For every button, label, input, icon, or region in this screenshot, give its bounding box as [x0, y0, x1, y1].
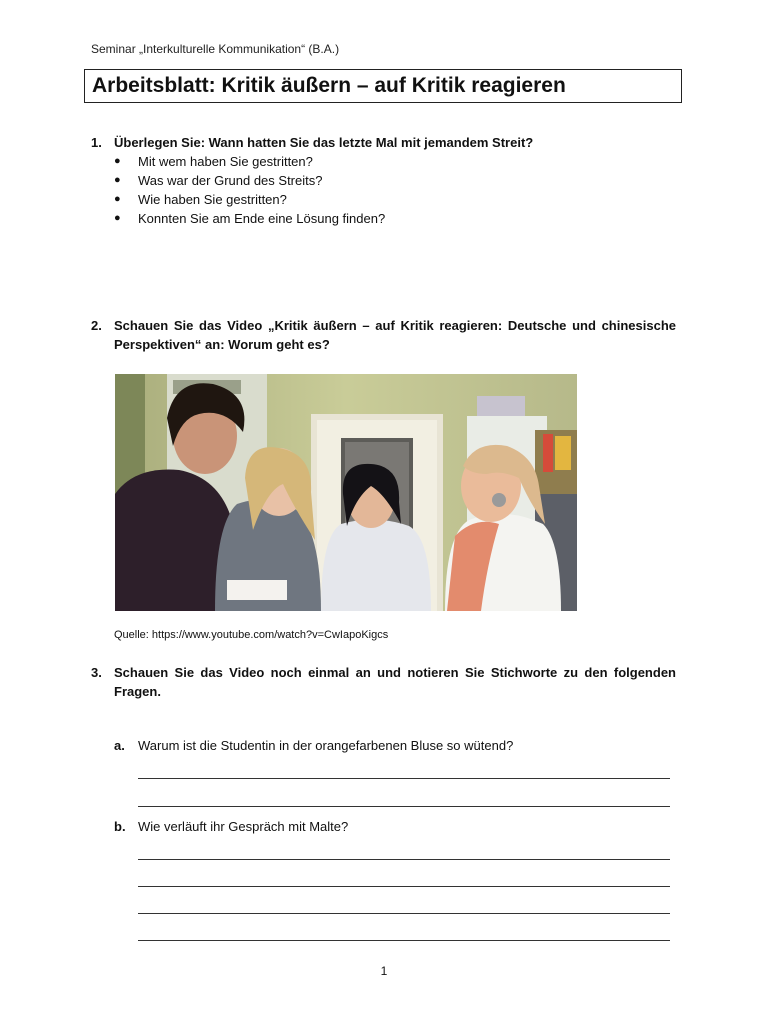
- question-2-text: Schauen Sie das Video „Kritik äußern – auf Kritik reagieren: Deutsche und chinesische Perspektiven“ an: Worum geht es?: [114, 318, 676, 352]
- answer-line[interactable]: [138, 806, 670, 807]
- bullet-text: Konnten Sie am Ende eine Lösung finden?: [138, 211, 386, 226]
- bullet-icon: ●: [114, 212, 121, 224]
- question-2-number: 2.: [91, 318, 102, 333]
- question-1-text: Überlegen Sie: Wann hatten Sie das letzte Mal mit jemandem Streit?: [114, 135, 534, 150]
- answer-line[interactable]: [138, 859, 670, 860]
- answer-line[interactable]: [138, 913, 670, 914]
- bullet-icon: ●: [114, 155, 121, 167]
- question-3-number: 3.: [91, 665, 102, 680]
- bullet-text: Mit wem haben Sie gestritten?: [138, 154, 313, 169]
- subquestion-a-text: Warum ist die Studentin in der orangefarbenen Bluse so wütend?: [138, 738, 514, 753]
- answer-line[interactable]: [138, 778, 670, 779]
- answer-line[interactable]: [138, 886, 670, 887]
- question-1-bullet-list: [114, 152, 385, 228]
- subquestion-b-text: Wie verläuft ihr Gespräch mit Malte?: [138, 819, 349, 834]
- seminar-header: Seminar „Interkulturelle Kommunikation“ (B.A.): [91, 42, 340, 56]
- bullet-icon: ●: [114, 193, 121, 205]
- subquestion-a-label: a.: [114, 738, 125, 753]
- worksheet-title: Arbeitsblatt: Kritik äußern – auf Kritik reagieren: [84, 69, 682, 103]
- question-1-number: 1.: [91, 135, 102, 150]
- list-item: [114, 190, 385, 209]
- video-still-image: [115, 374, 577, 611]
- page-number: 1: [380, 964, 388, 978]
- answer-line[interactable]: [138, 940, 670, 941]
- list-item: [114, 209, 385, 228]
- bullet-text: Was war der Grund des Streits?: [138, 173, 323, 188]
- bullet-icon: ●: [114, 174, 121, 186]
- video-source: Quelle: https://www.youtube.com/watch?v=CwIapoKigcs: [114, 629, 389, 641]
- list-item: [114, 171, 385, 190]
- bullet-text: Wie haben Sie gestritten?: [138, 192, 287, 207]
- question-3-text: Schauen Sie das Video noch einmal an und notieren Sie Stichworte zu den folgenden Fragen.: [114, 665, 676, 699]
- list-item: [114, 152, 385, 171]
- subquestion-b-label: b.: [114, 819, 126, 834]
